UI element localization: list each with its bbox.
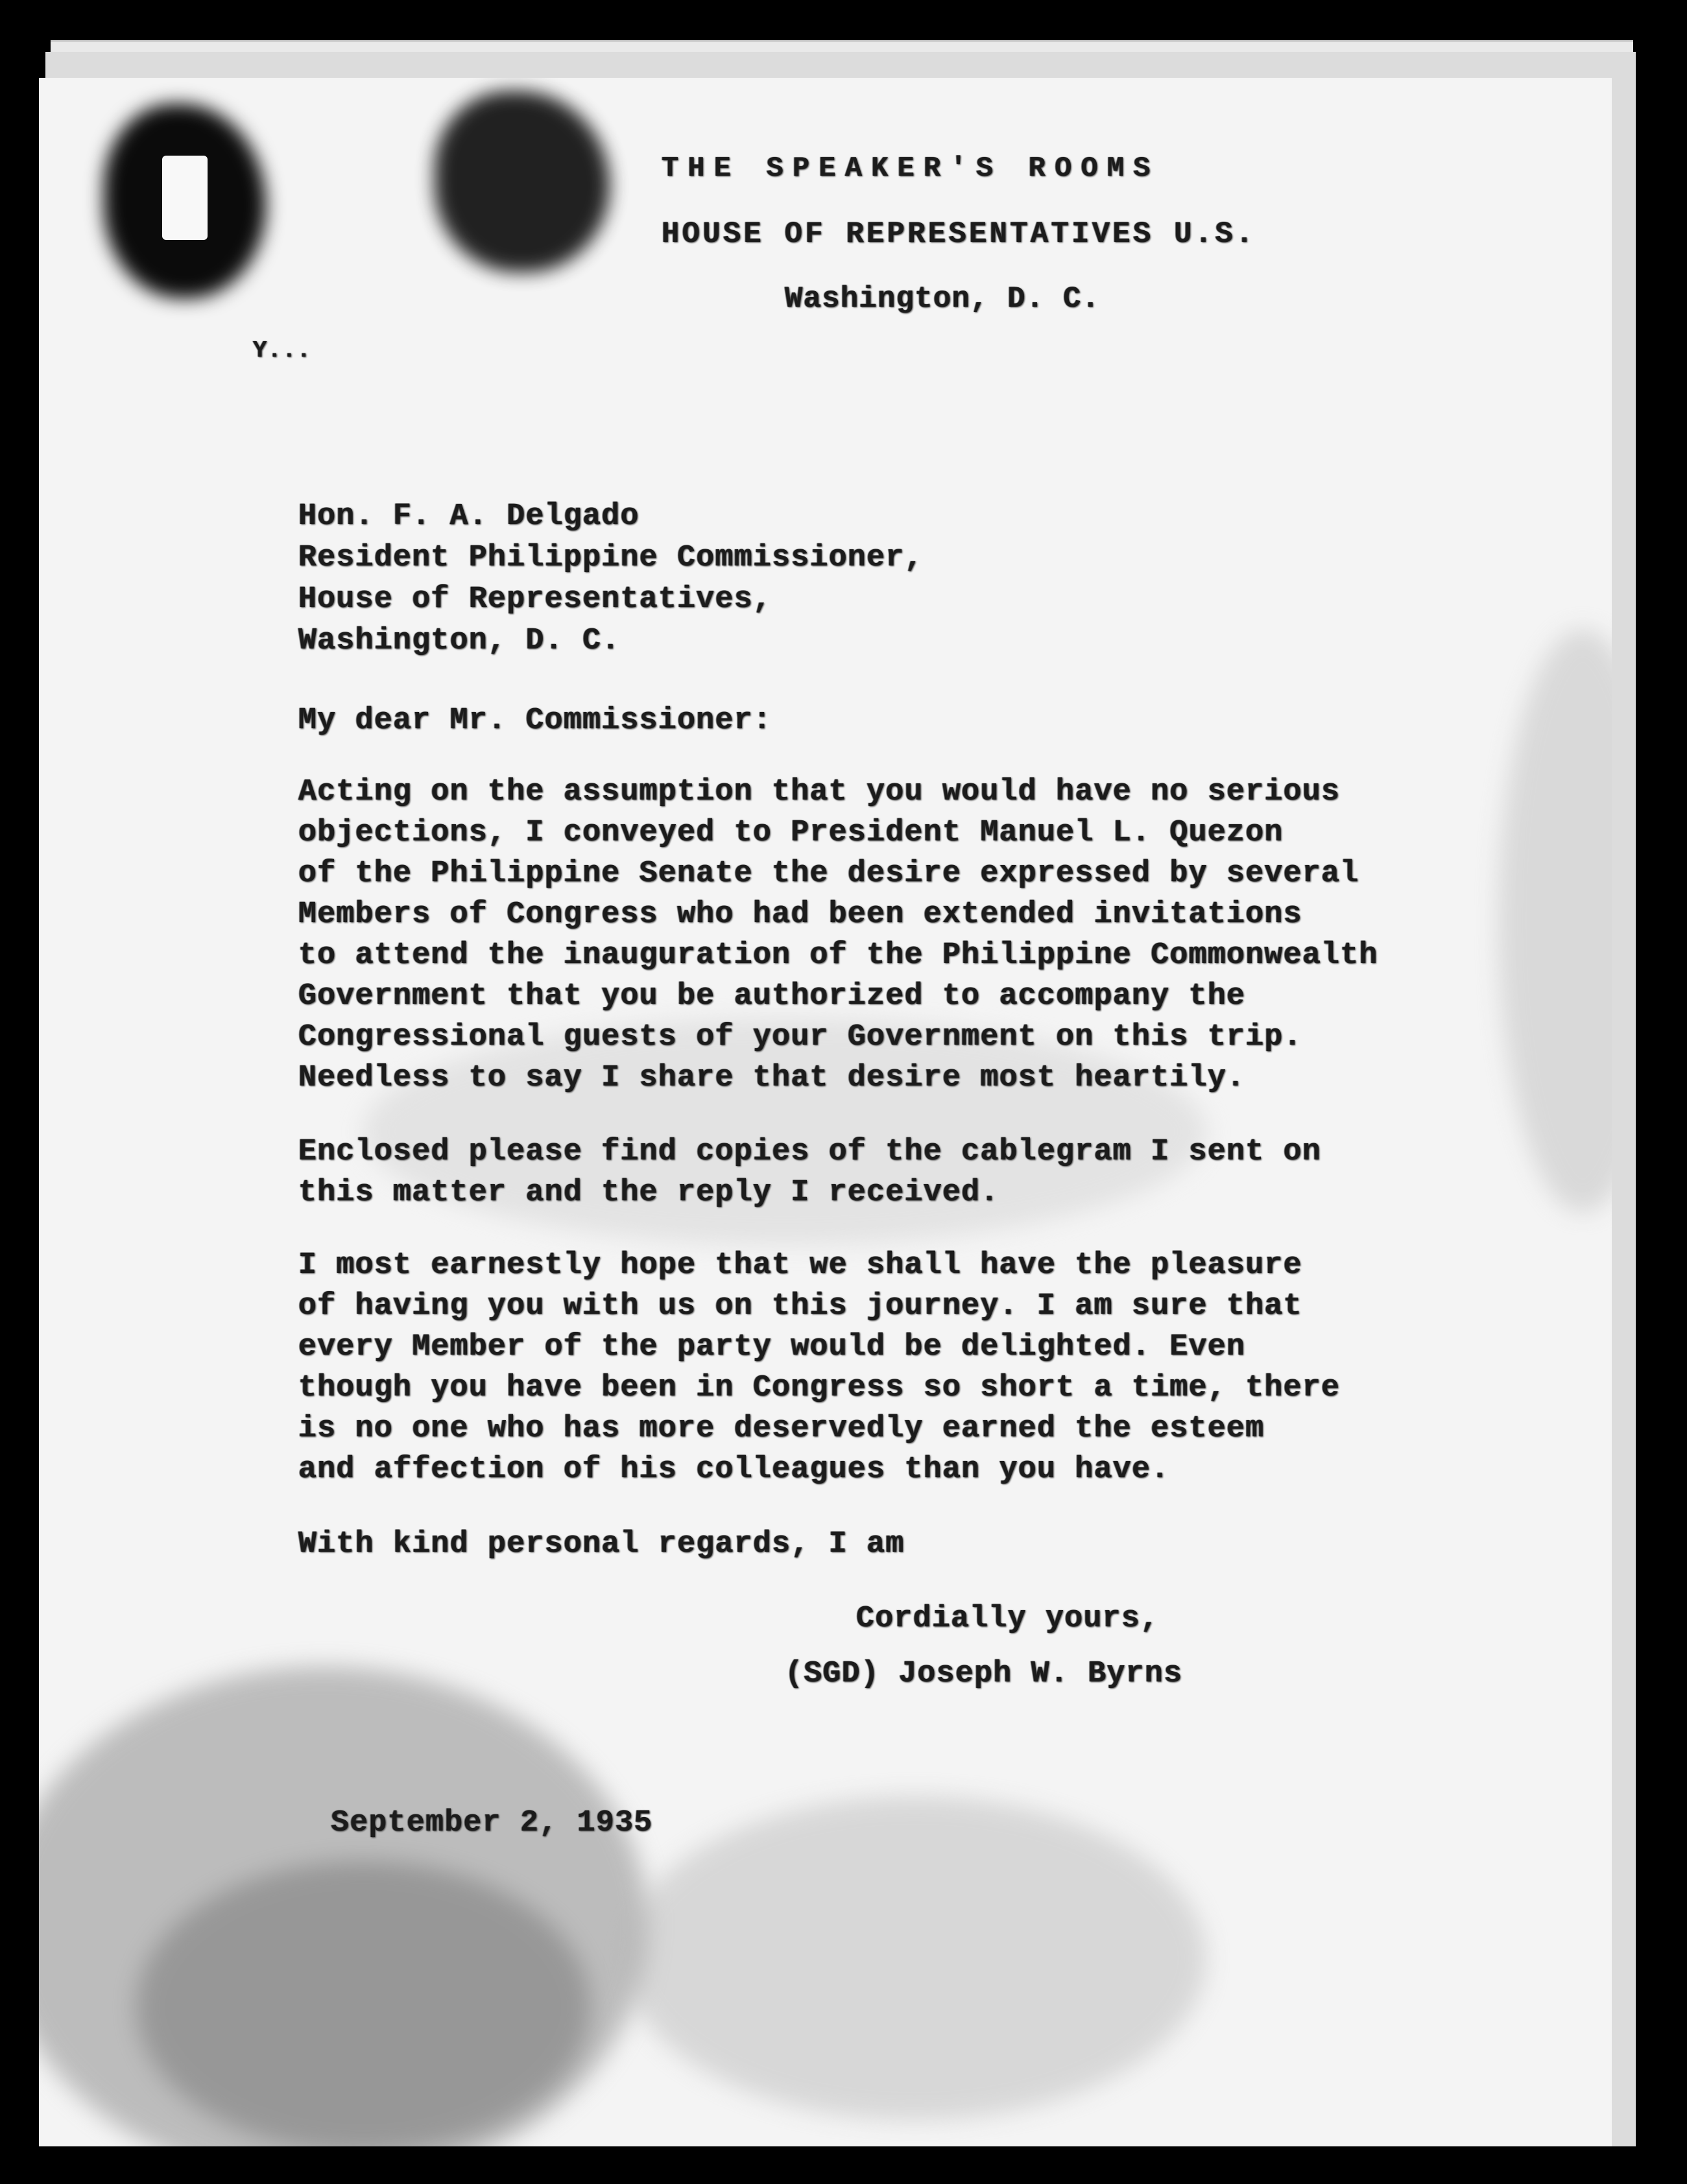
paragraph-1-line: Acting on the assumption that you would have no serious — [298, 775, 1341, 809]
paragraph-1-line: objections, I conveyed to President Manuel L. Quezon — [298, 816, 1284, 850]
signature: (SGD) Joseph W. Byrns — [785, 1657, 1183, 1691]
recipient-office: House of Representatives, — [298, 582, 772, 617]
recipient-name: Hon. F. A. Delgado — [298, 499, 640, 534]
paragraph-3-line: I most earnestly hope that we shall have the pleasure — [298, 1248, 1302, 1283]
paragraph-1-line: Members of Congress who had been extended invitations — [298, 897, 1302, 932]
paragraph-1-line: Congressional guests of your Government on this trip. — [298, 1020, 1302, 1054]
burn-mark-center — [435, 91, 610, 272]
recipient-city: Washington, D. C. — [298, 624, 621, 658]
letter-date: September 2, 1935 — [331, 1806, 653, 1840]
closing-regards: With kind personal regards, I am — [298, 1527, 905, 1561]
paragraph-2-line: Enclosed please find copies of the cablegram I sent on — [298, 1135, 1322, 1169]
salutation: My dear Mr. Commissioner: — [298, 704, 772, 738]
paragraph-1-line: of the Philippine Senate the desire expressed by several — [298, 857, 1359, 891]
stain-right-edge — [1498, 629, 1612, 1213]
paragraph-1-line: Government that you be authorized to accompany the — [298, 979, 1246, 1014]
recipient-title: Resident Philippine Commissioner, — [298, 541, 924, 575]
paragraph-1-line: to attend the inauguration of the Philippine Commonwealth — [298, 938, 1378, 973]
paragraph-2-line: this matter and the reply I received. — [298, 1176, 999, 1210]
paragraph-3-line: every Member of the party would be delighted. Even — [298, 1330, 1246, 1364]
paragraph-3-line: of having you with us on this journey. I am sure that — [298, 1289, 1302, 1323]
paragraph-1-line: Needless to say I share that desire most heartily. — [298, 1061, 1246, 1095]
letterhead-line-3: Washington, D. C. — [785, 282, 1101, 316]
paragraph-3-line: and affection of his colleagues than you have. — [298, 1453, 1170, 1487]
file-mark: Y... — [253, 337, 312, 364]
paragraph-3-line: is no one who has more deservedly earned the esteem — [298, 1412, 1265, 1446]
stain-bottom-left-2 — [136, 1861, 590, 2146]
letterhead-line-1: THE SPEAKER'S ROOMS — [662, 152, 1160, 185]
letter-page — [39, 78, 1612, 2146]
stain-bottom-center — [623, 1796, 1206, 2120]
letterhead-line-2: HOUSE OF REPRESENTATIVES U.S. — [662, 217, 1256, 251]
burn-hole-left — [162, 156, 208, 240]
paragraph-3-line: though you have been in Congress so short a time, there — [298, 1371, 1341, 1405]
closing: Cordially yours, — [856, 1602, 1160, 1636]
